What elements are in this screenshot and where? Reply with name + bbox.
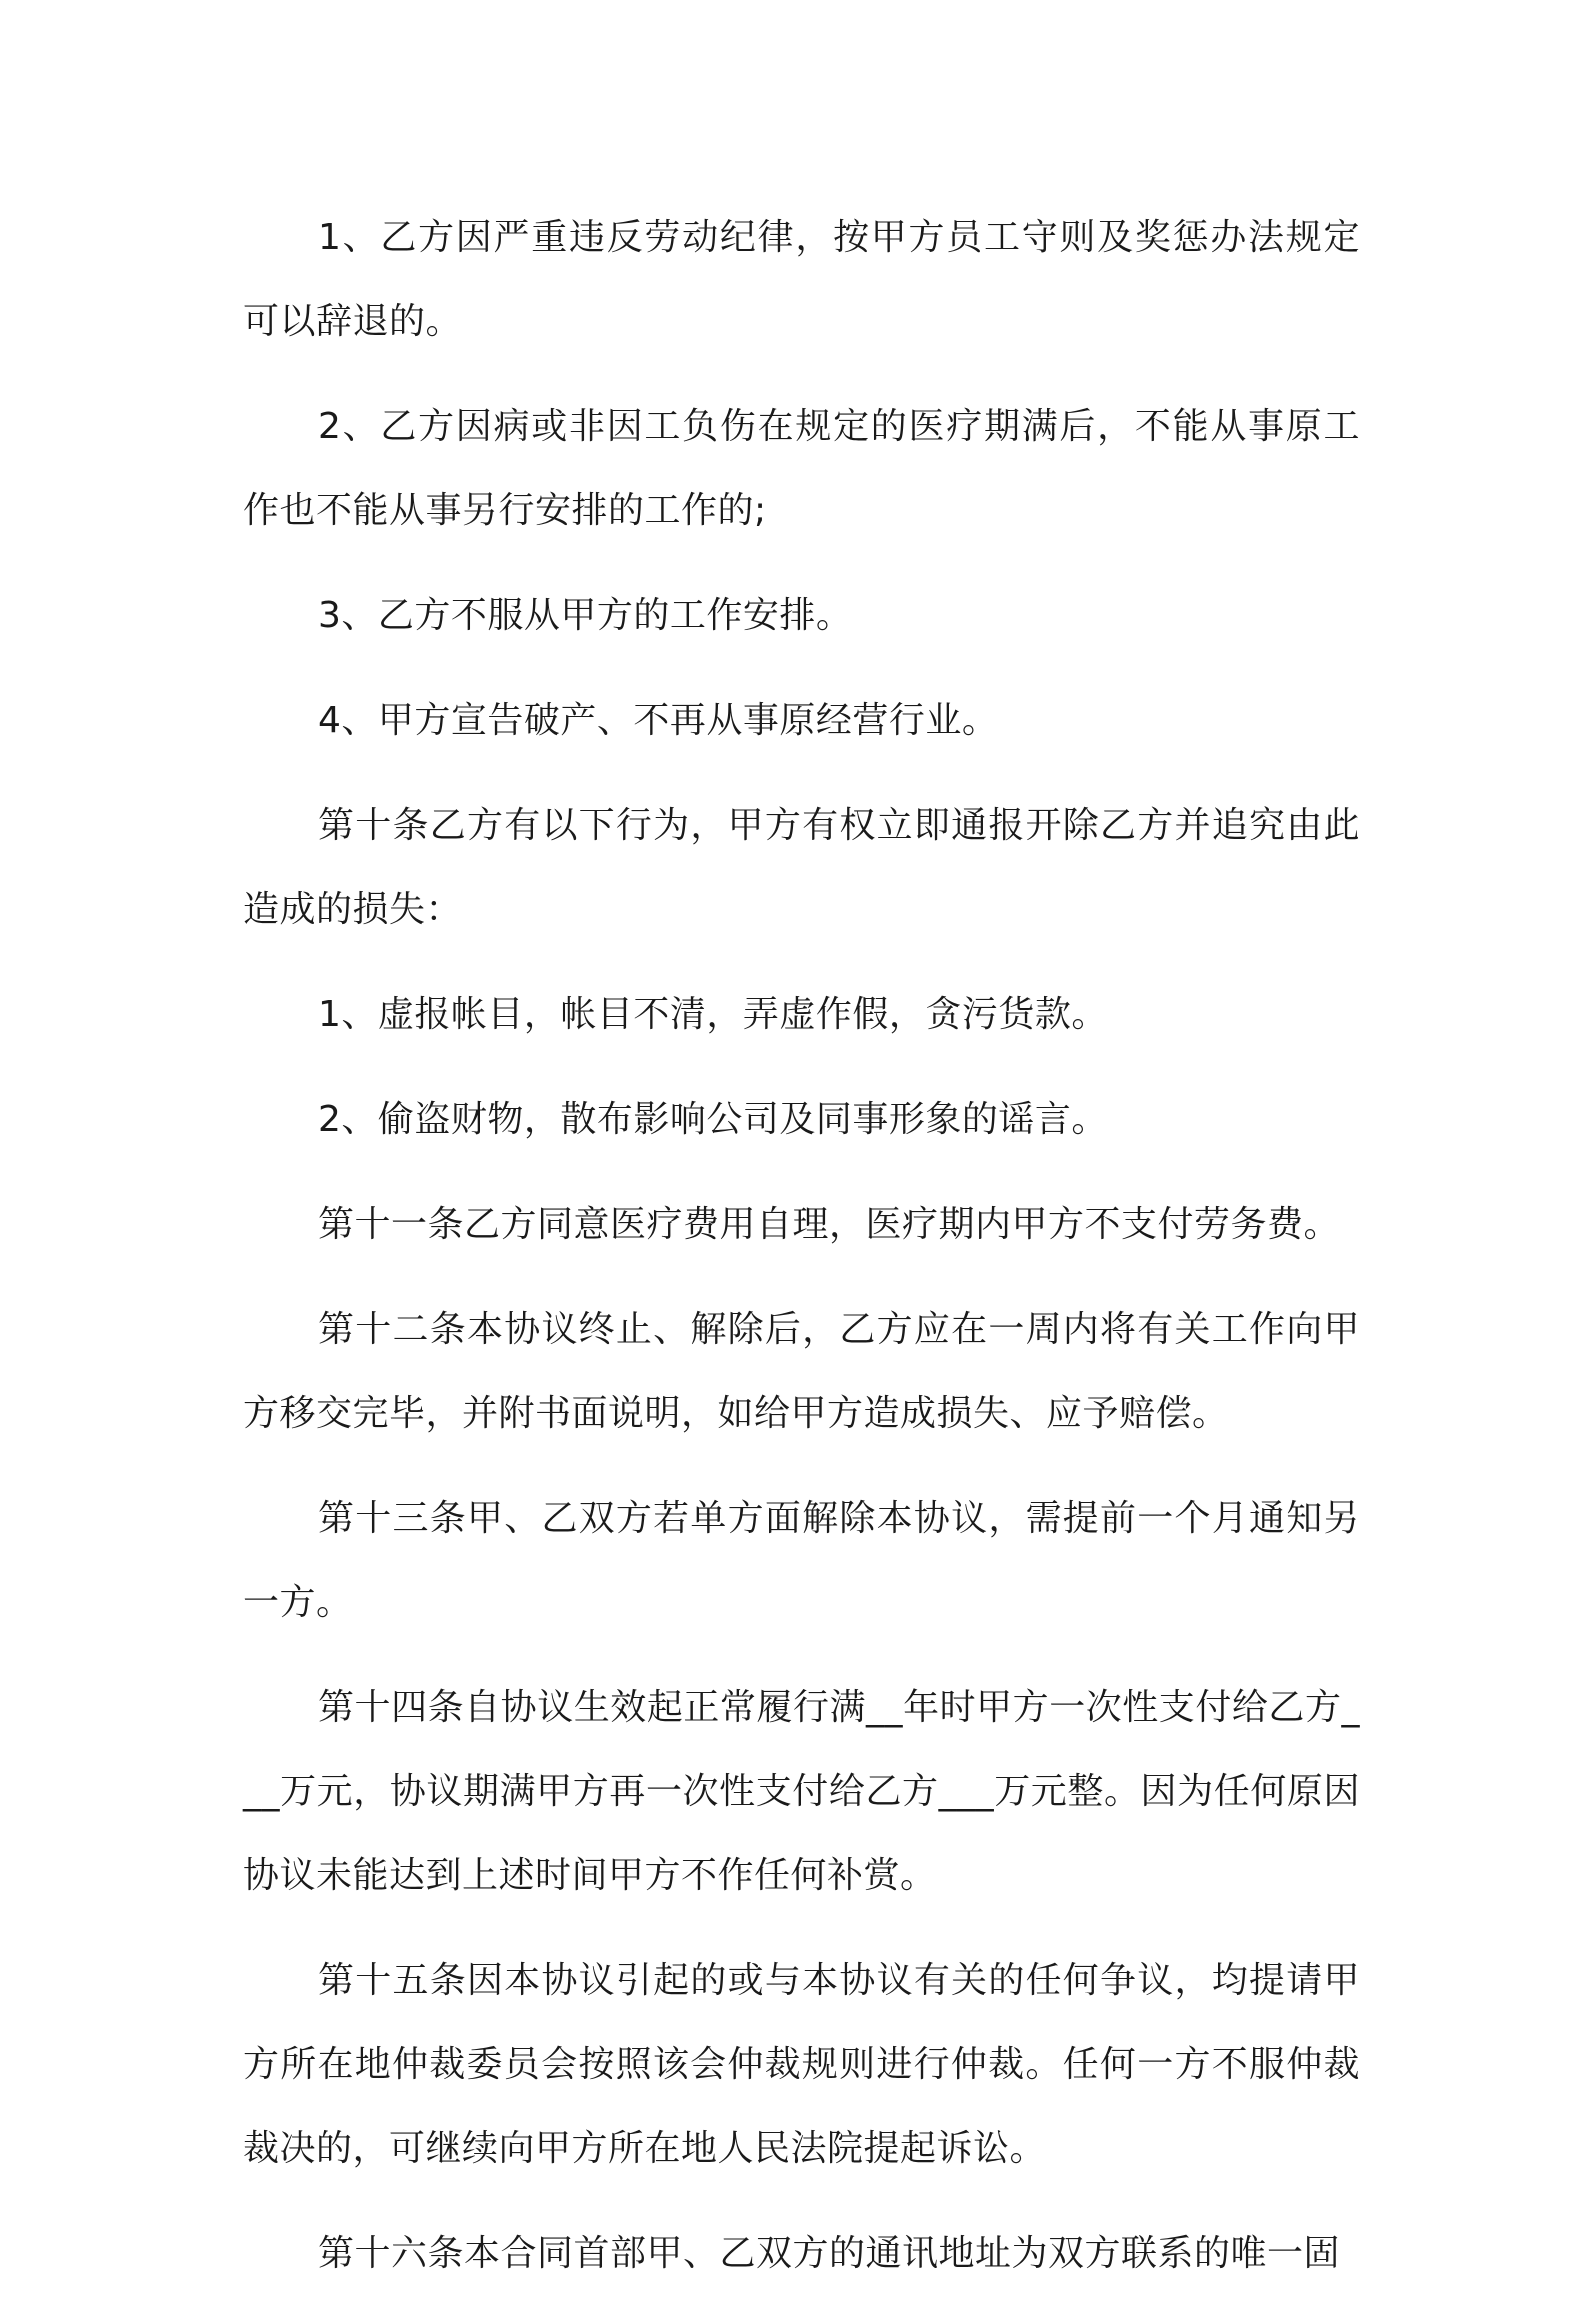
paragraph-item-2: 2、乙方因病或非因工负伤在规定的医疗期满后，不能从事原工作也不能从事另行安排的工作的; [243,406,1360,531]
article-10-item-2: 2、偷盗财物，散布影响公司及同事形象的谣言。 [318,1099,1108,1140]
paragraph-item-3: 3、乙方不服从甲方的工作安排。 [318,595,853,636]
article-13-paragraph: 第十三条甲、乙双方若单方面解除本协议，需提前一个月通知另一方。 [243,1498,1360,1623]
article-11-paragraph: 第十一条乙方同意医疗费用自理，医疗期内甲方不支付劳务费。 [318,1204,1341,1245]
paragraph-item-4: 4、甲方宣告破产、不再从事原经营行业。 [318,700,999,741]
paragraph-item-1: 1、乙方因严重违反劳动纪律，按甲方员工守则及奖惩办法规定可以辞退的。 [243,217,1360,342]
article-15-paragraph: 第十五条因本协议引起的或与本协议有关的任何争议，均提请甲方所在地仲裁委员会按照该会仲裁规则进行仲裁。任何一方不服仲裁裁决的，可继续向甲方所在地人民法院提起诉讼。 [243,1960,1360,2169]
article-14-paragraph: 第十四条自协议生效起正常履行满__年时甲方一次性支付给乙方___万元，协议期满甲方再一次性支付给乙方___万元整。因为任何原因协议未能达到上述时间甲方不作任何补赏。 [243,1687,1360,1896]
article-10-item-1: 1、虚报帐目，帐目不清，弄虚作假，贪污货款。 [318,994,1108,1035]
article-10-paragraph: 第十条乙方有以下行为，甲方有权立即通报开除乙方并追究由此造成的损失： [243,805,1360,930]
document-body [243,196,1360,2317]
article-12-paragraph: 第十二条本协议终止、解除后，乙方应在一周内将有关工作向甲方移交完毕，并附书面说明，如给甲方造成损失、应予赔偿。 [243,1309,1360,1434]
article-16-paragraph: 第十六条本合同首部甲、乙双方的通讯地址为双方联系的唯一固 [318,2233,1341,2274]
